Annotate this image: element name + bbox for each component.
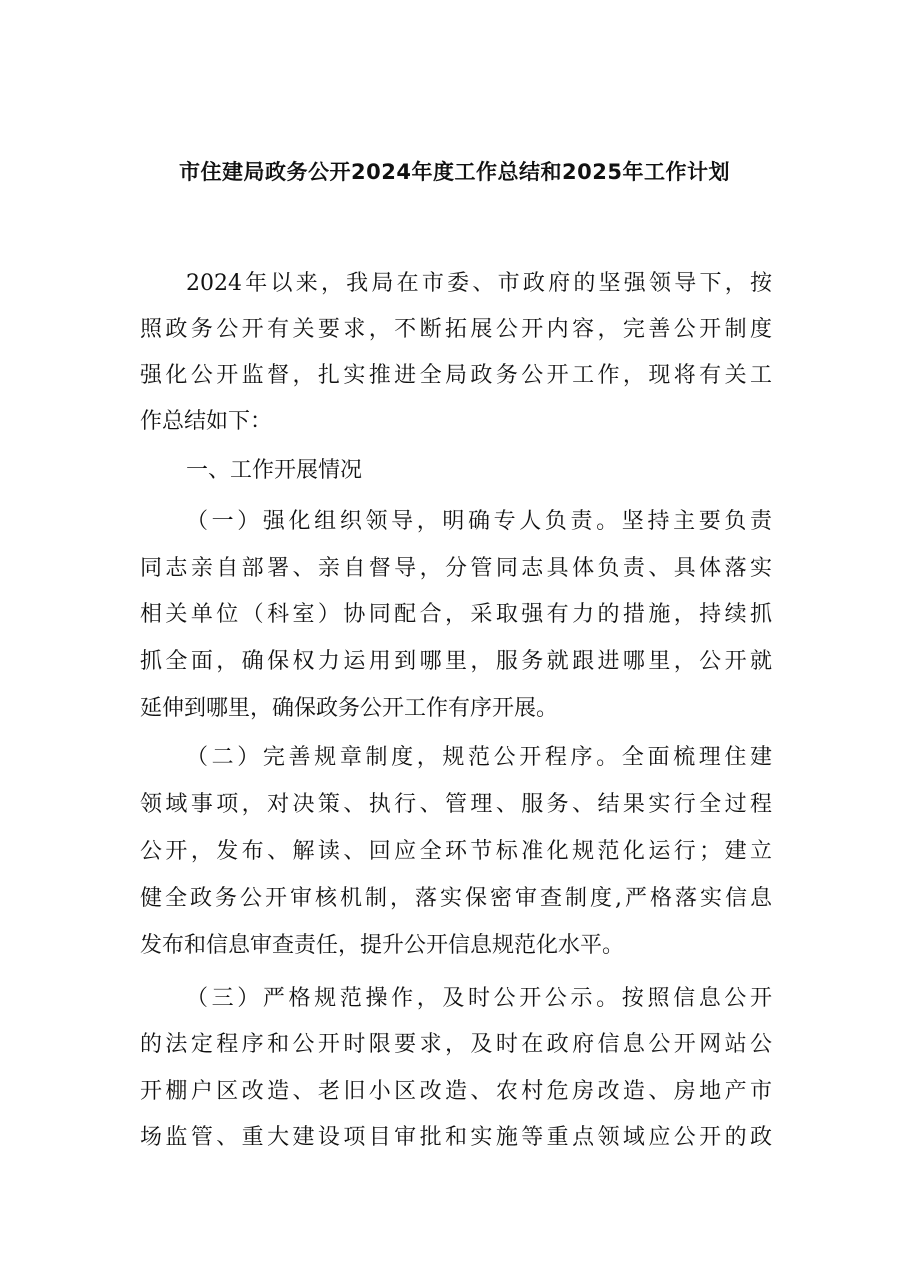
- document-title: 市住建局政务公开2024年度工作总结和2025年工作计划: [179, 160, 730, 184]
- paragraph-line: 同志亲自部署、亲自督导，分管同志具体负责、具体落实: [140, 556, 772, 581]
- paragraph-line: 公开，发布、解读、回应全环节标准化规范化运行；建立: [140, 839, 772, 864]
- paragraph-line: （二）完善规章制度，规范公开程序。全面梳理住建: [186, 745, 772, 770]
- paragraph-line: （一）强化组织领导，明确专人负责。坚持主要负责: [186, 509, 772, 534]
- paragraph-line: 健全政务公开审核机制，落实保密审查制度,严格落实信息: [140, 886, 772, 911]
- paragraph-line: 领域事项，对决策、执行、管理、服务、结果实行全过程: [140, 792, 772, 817]
- section-heading: 一、工作开展情况: [186, 458, 363, 483]
- paragraph-line: 照政务公开有关要求，不断拓展公开内容，完善公开制度: [140, 317, 772, 342]
- paragraph-line: 抓全面，确保权力运用到哪里，服务就跟进哪里，公开就: [140, 649, 772, 674]
- paragraph-line: 作总结如下：: [140, 409, 273, 434]
- paragraph-line: 场监管、重大建设项目审批和实施等重点领域应公开的政: [140, 1125, 772, 1150]
- paragraph-line: 延伸到哪里，确保政务公开工作有序开展。: [140, 696, 559, 721]
- paragraph-line: 的法定程序和公开时限要求，及时在政府信息公开网站公: [140, 1032, 772, 1057]
- paragraph-line: 发布和信息审查责任，提升公开信息规范化水平。: [140, 933, 625, 958]
- paragraph-line: 相关单位（科室）协同配合，采取强有力的措施，持续抓: [140, 602, 772, 627]
- paragraph-line: （三）严格规范操作，及时公开公示。按照信息公开: [186, 986, 772, 1011]
- paragraph-line: 强化公开监督，扎实推进全局政务公开工作，现将有关工: [140, 363, 772, 388]
- paragraph-line: 开棚户区改造、老旧小区改造、农村危房改造、房地产市: [140, 1079, 772, 1104]
- paragraph-line: 2024年以来，我局在市委、市政府的坚强领导下，按: [186, 271, 772, 296]
